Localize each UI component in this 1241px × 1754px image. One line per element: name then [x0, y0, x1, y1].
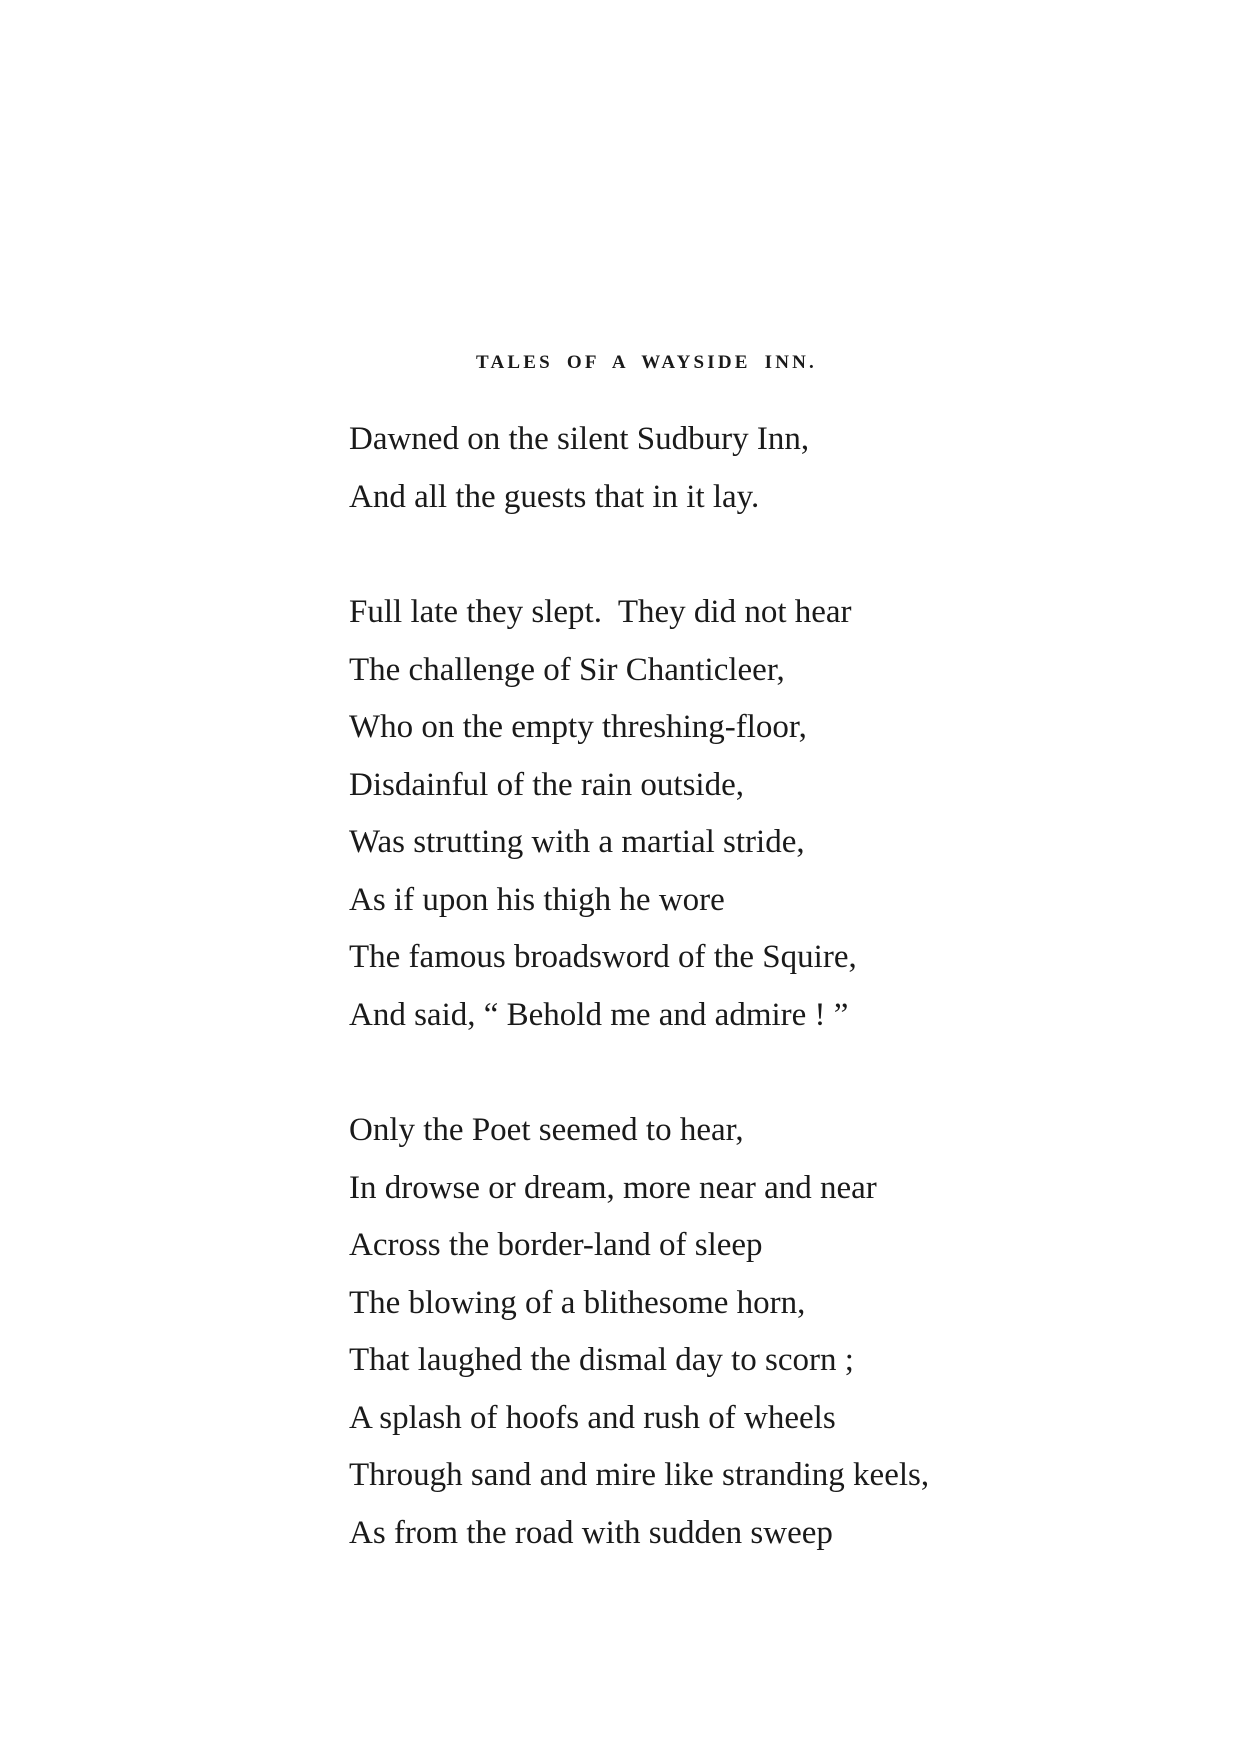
verse-line: The challenge of Sir Chanticleer,	[349, 651, 785, 688]
verse-line: And all the guests that in it lay.	[349, 478, 760, 515]
running-head: TALES OF A WAYSIDE INN.	[476, 352, 817, 373]
verse-line: As from the road with sudden sweep	[349, 1514, 833, 1551]
verse-line: Dawned on the silent Sudbury Inn,	[349, 421, 810, 457]
stanza-3	[349, 1102, 929, 1562]
verse-line: That laughed the dismal day to scorn ;	[349, 1342, 854, 1378]
verse-line: As if upon his thigh he wore	[349, 881, 725, 918]
verse-line: A splash of hoofs and rush of wheels	[349, 1399, 836, 1436]
verse-line: Only the Poet seemed to hear,	[349, 1112, 744, 1148]
verse-line: Was strutting with a martial stride,	[349, 824, 805, 860]
verse-line: Full late they slept. They did not hear	[349, 594, 852, 630]
verse-line: Through sand and mire like stranding keels,	[349, 1457, 930, 1493]
verse-line: Disdainful of the rain outside,	[349, 766, 745, 803]
stanza-2	[349, 584, 857, 1044]
verse-line: The famous broadsword of the Squire,	[349, 939, 857, 975]
verse-line: The blowing of a blithesome horn,	[349, 1284, 806, 1321]
stanza-1	[349, 411, 809, 526]
verse-line: Across the border-land of sleep	[349, 1227, 763, 1263]
verse-line: In drowse or dream, more near and near	[349, 1169, 877, 1206]
verse-line: And said, “ Behold me and admire ! ”	[349, 996, 849, 1033]
verse-line: Who on the empty threshing-floor,	[349, 709, 807, 745]
